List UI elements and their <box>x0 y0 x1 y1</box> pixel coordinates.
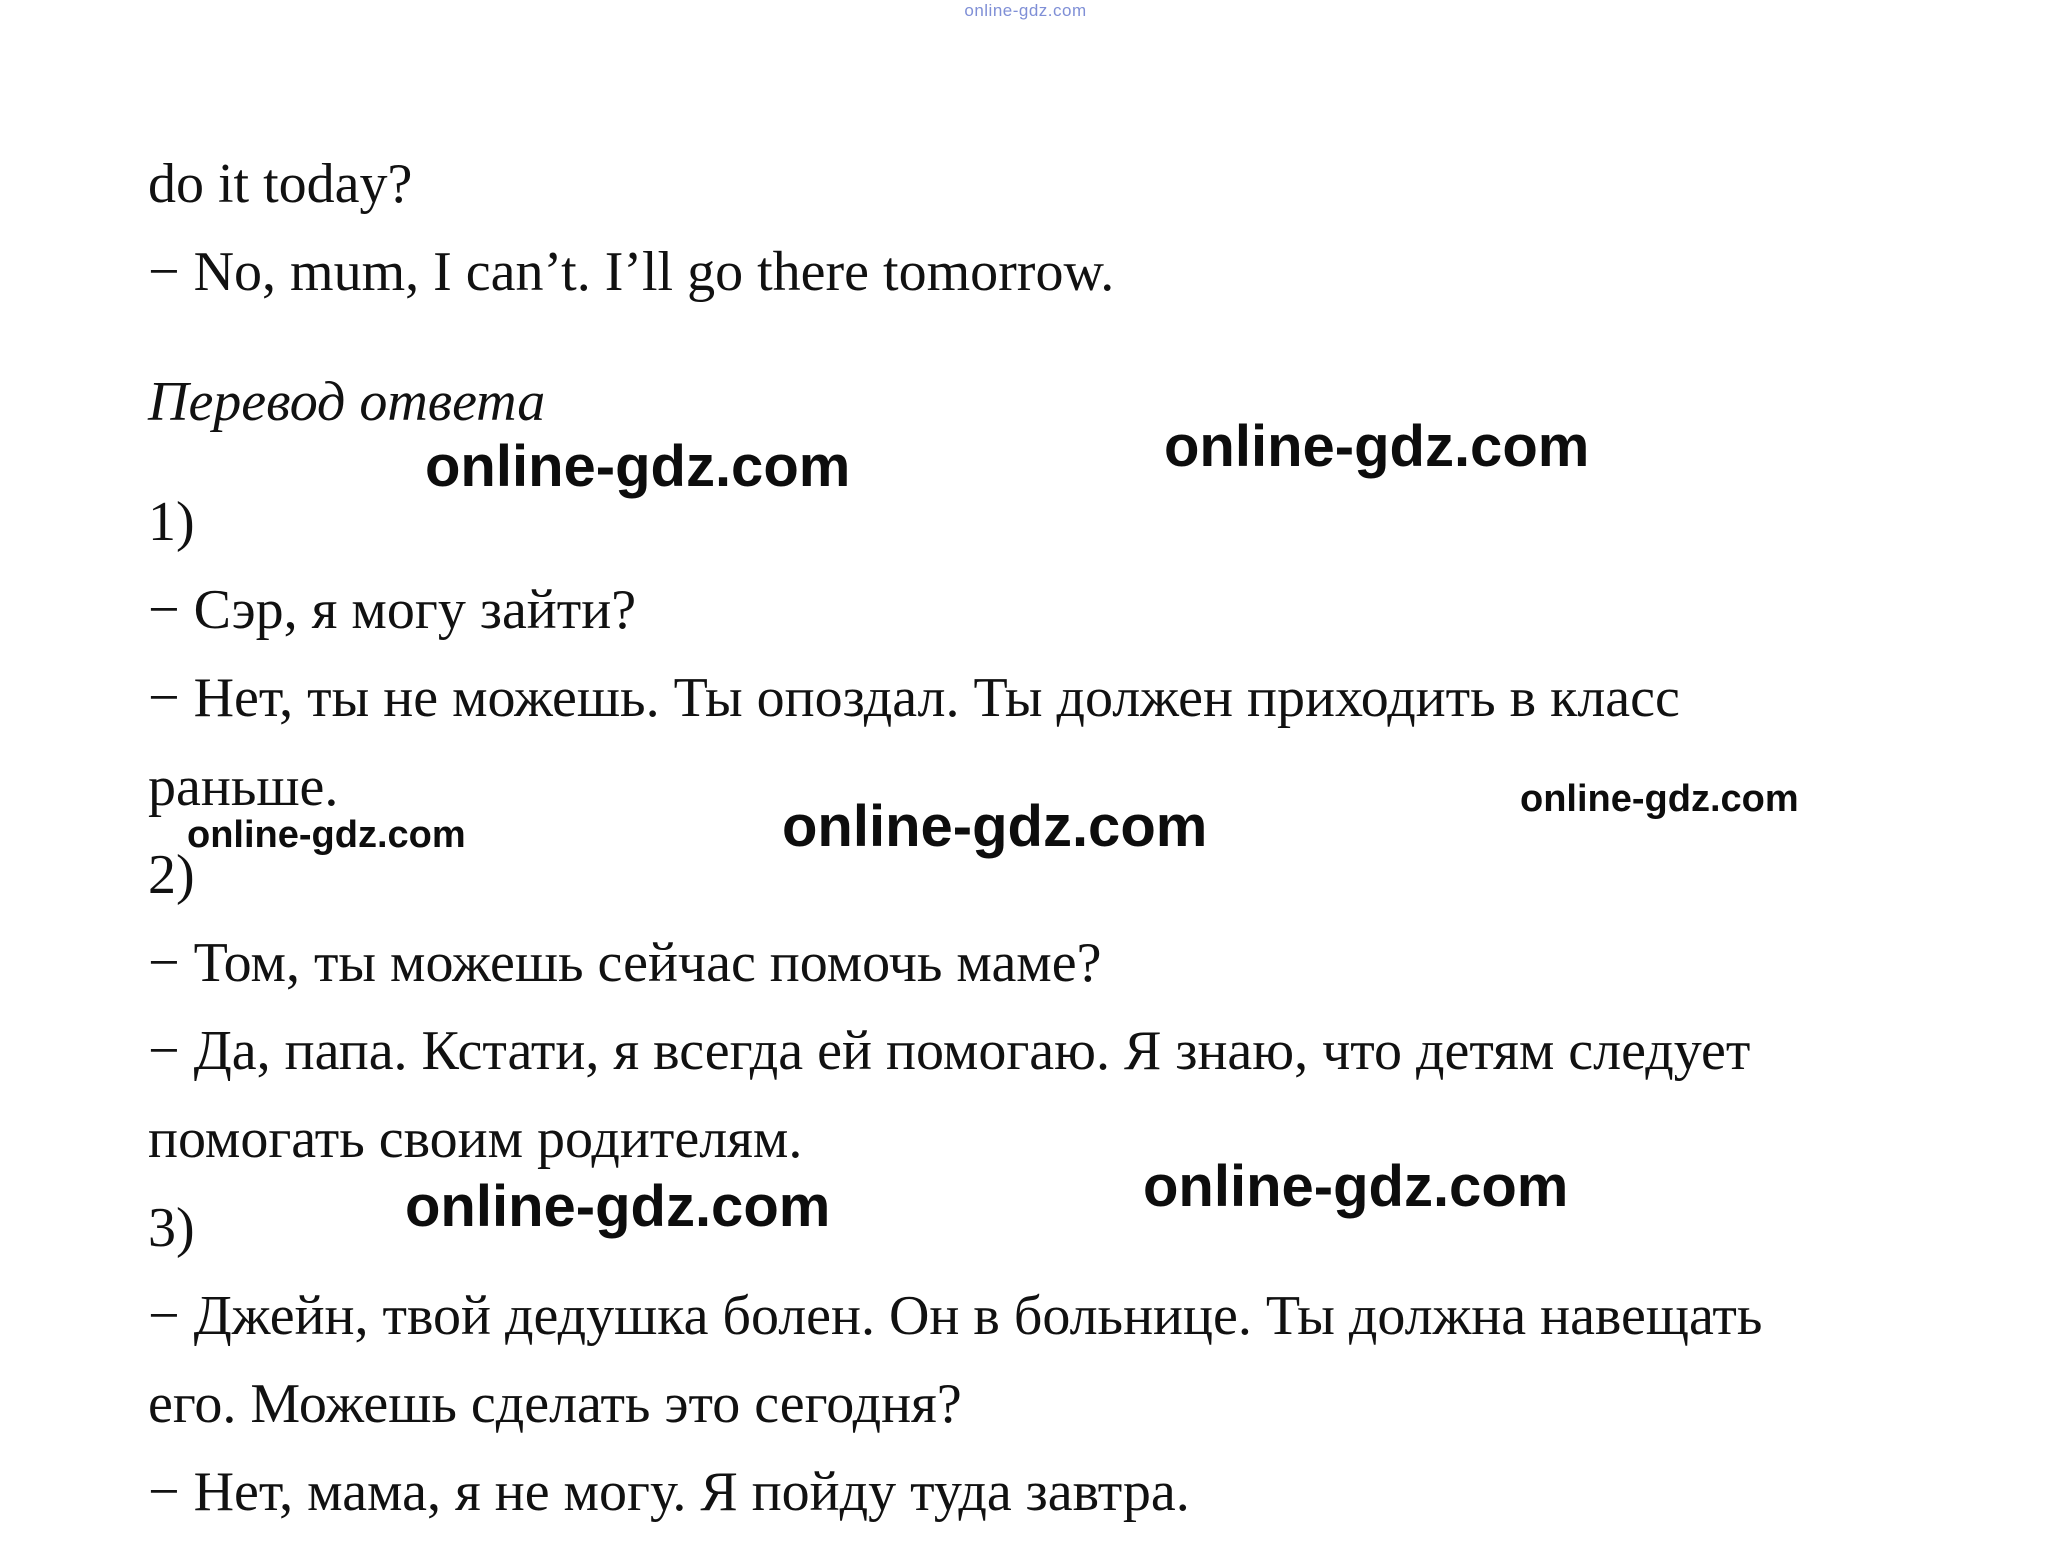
text-line-7: раньше. <box>148 756 339 818</box>
text-line-10: − Да, папа. Кстати, я всегда ей помогаю. Я знаю, что детям следует <box>148 1020 1751 1082</box>
text-line-9: − Том, ты можешь сейчас помочь маме? <box>148 932 1102 994</box>
site-watermark-top: online-gdz.com <box>964 1 1087 20</box>
text-line-1: do it today? <box>148 153 413 215</box>
watermark-4: online-gdz.com <box>782 794 1208 859</box>
watermark-3: online-gdz.com <box>187 814 466 856</box>
watermark-5: online-gdz.com <box>1520 778 1799 820</box>
watermark-6: online-gdz.com <box>405 1174 831 1239</box>
text-line-6: − Нет, ты не можешь. Ты опоздал. Ты должен приходить в класс <box>148 667 1680 729</box>
text-line-11: помогать своим родителям. <box>148 1108 803 1170</box>
item-number-1: 1) <box>148 491 195 553</box>
text-line-14: его. Можешь сделать это сегодня? <box>148 1373 962 1435</box>
watermark-1: online-gdz.com <box>425 434 851 499</box>
text-line-2: − No, mum, I can’t. I’ll go there tomorrow. <box>148 241 1115 303</box>
text-line-15: − Нет, мама, я не могу. Я пойду туда завтра. <box>148 1461 1190 1523</box>
item-number-2: 2) <box>148 844 195 906</box>
text-line-5: − Сэр, я могу зайти? <box>148 579 637 641</box>
watermark-2: online-gdz.com <box>1164 414 1590 479</box>
watermark-7: online-gdz.com <box>1143 1154 1569 1219</box>
text-line-13: − Джейн, твой дедушка болен. Он в больнице. Ты должна навещать <box>148 1285 1763 1347</box>
item-number-3: 3) <box>148 1197 195 1259</box>
translation-heading: Перевод ответа <box>148 371 546 433</box>
